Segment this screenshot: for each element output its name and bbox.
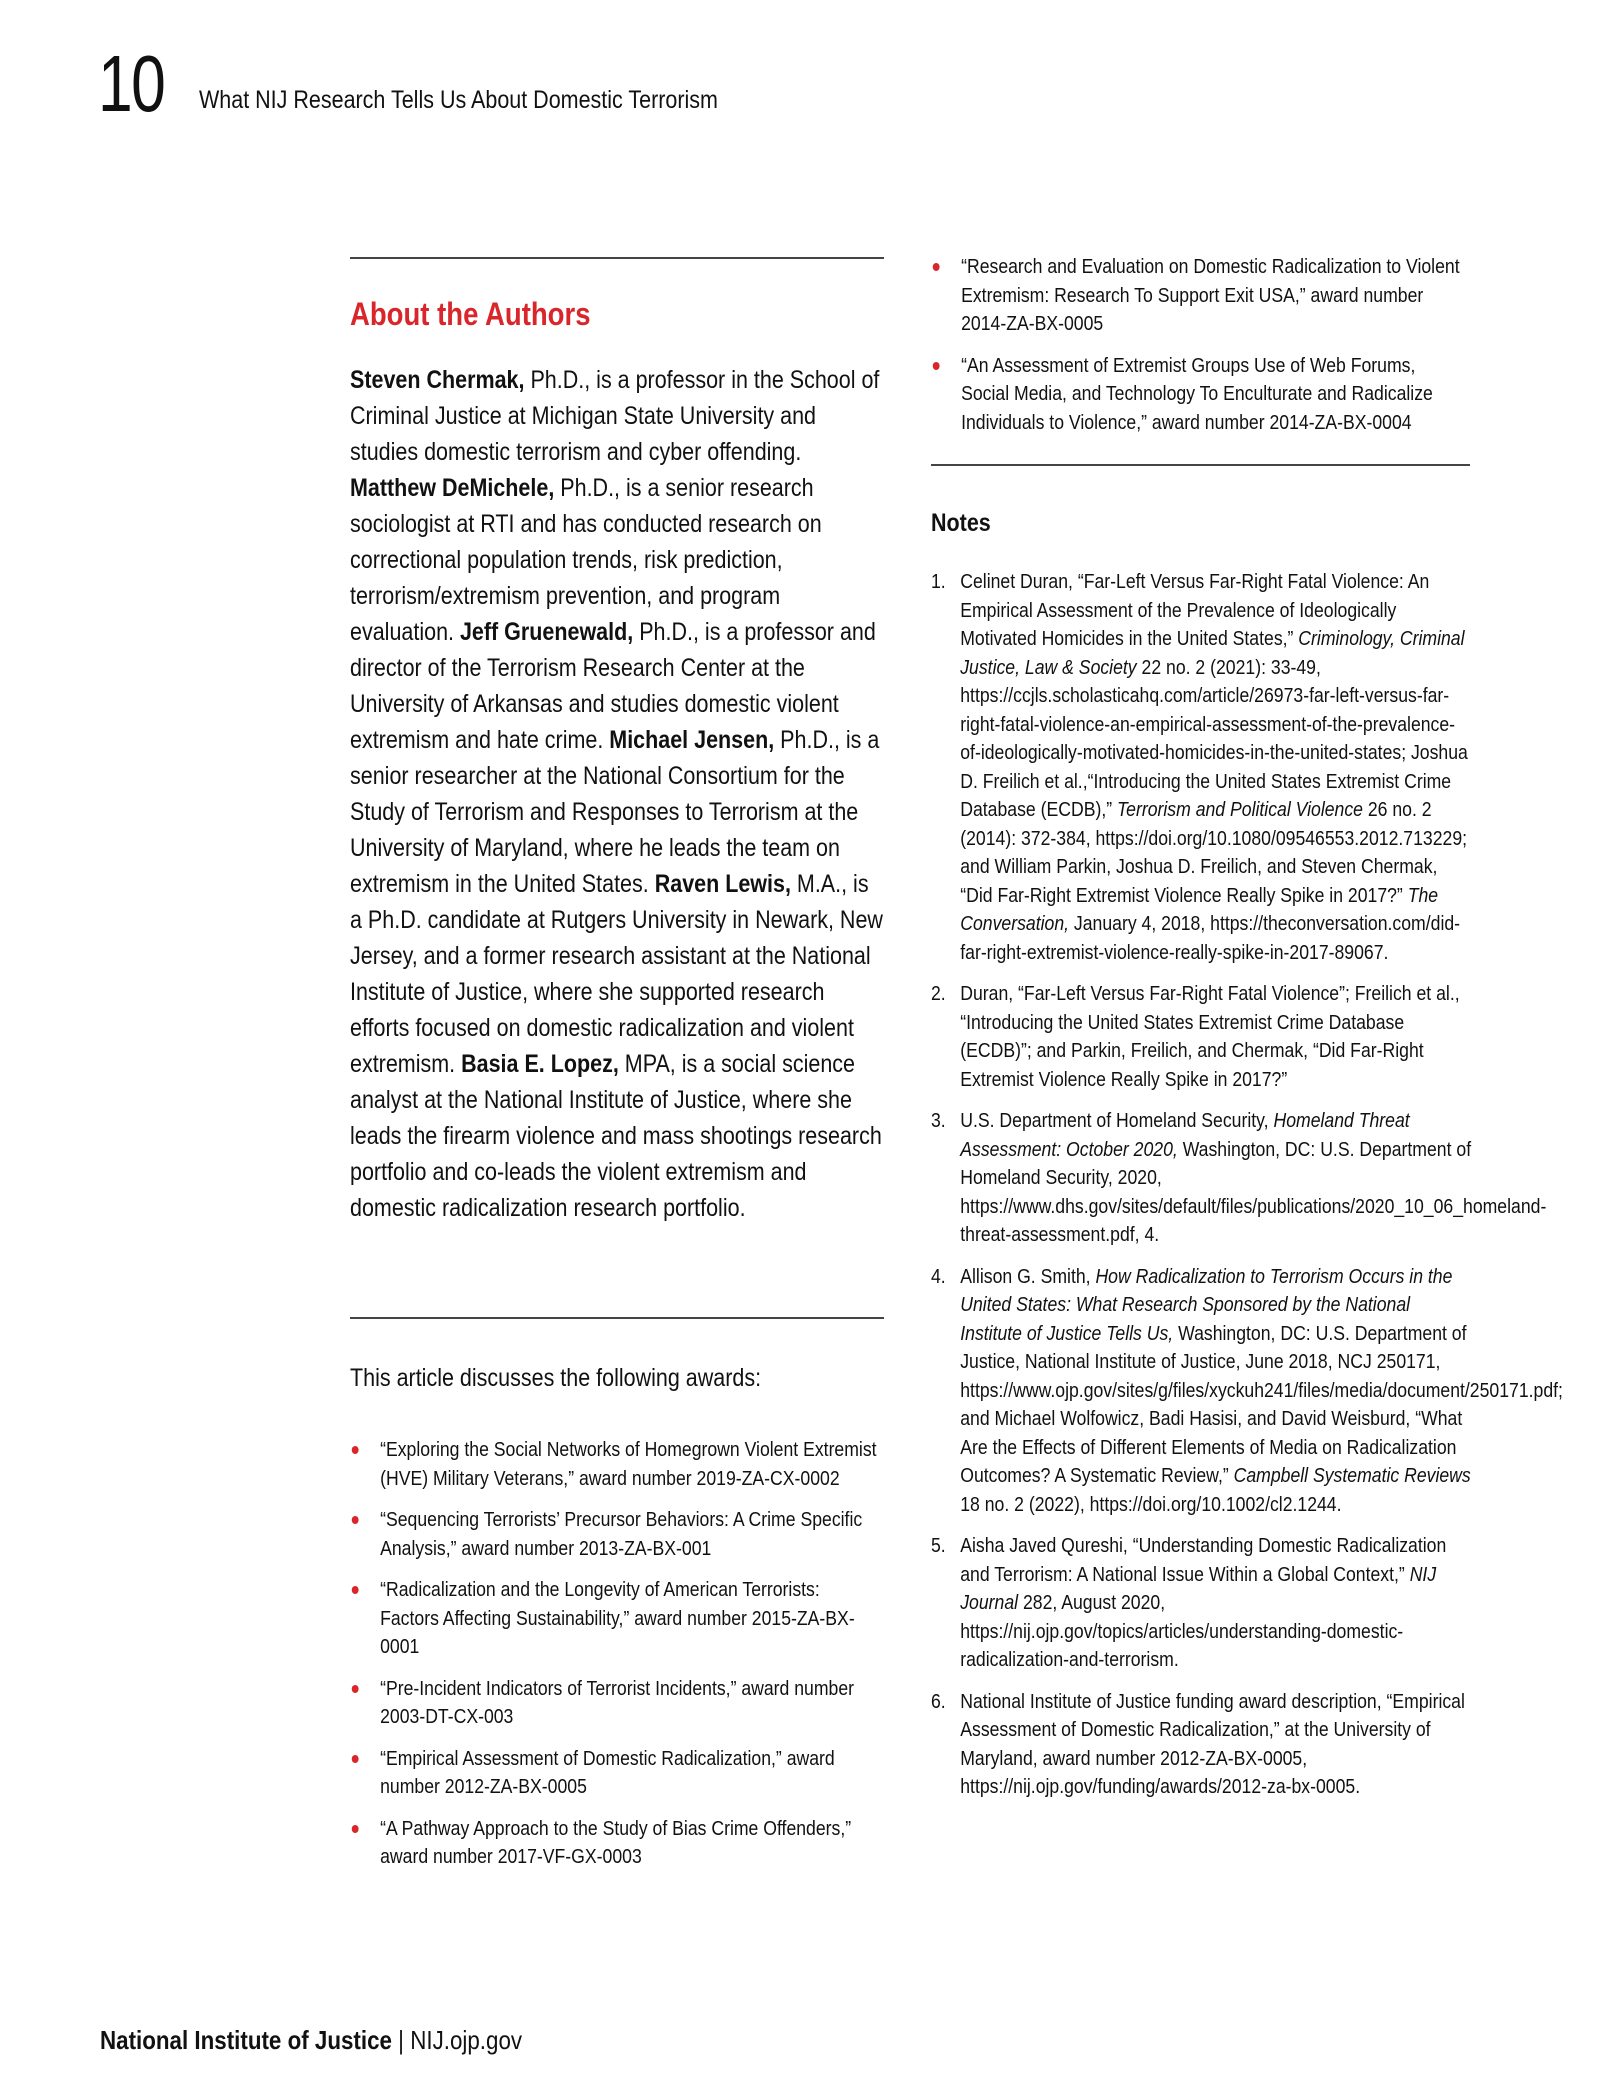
author-bio-text: Ph.D., is a senior researcher at the National Consortium for the Study of Terrorism and Responses to Terrorism at the University of Maryland, where he leads the team on extremism in the United States. (350, 726, 880, 898)
note-text: 282, August 2020, https://nij.ojp.gov/topics/articles/understanding-domestic-radicalization-and-terrorism. (960, 1591, 1404, 1671)
bullet-icon (352, 1446, 359, 1454)
award-text: “An Assessment of Extremist Groups Use of Web Forums, Social Media, and Technology To Enculturate and Radicalize Individuals to Violence,” award number 2014-ZA-BX-0004 (961, 353, 1433, 434)
note-item (931, 568, 1471, 967)
about-authors-heading: About the Authors (350, 296, 591, 332)
author-name: Raven Lewis, (654, 870, 791, 898)
award-text: “Pre-Incident Indicators of Terrorist Incidents,” award number 2003-DT-CX-003 (380, 1676, 855, 1728)
note-item (931, 980, 1471, 1094)
footer-site-link[interactable]: NIJ.ojp.gov (410, 2025, 523, 2055)
notes-heading: Notes (931, 509, 991, 537)
note-citation-title: Homeland Threat Assessment: October 2020, (960, 1109, 1410, 1161)
note-citation-title: Criminology, Criminal Justice, Law & Society (960, 627, 1465, 679)
author-name: Steven Chermak, (350, 366, 525, 394)
bullet-icon (352, 1825, 359, 1833)
bullet-icon (352, 1755, 359, 1763)
note-item (931, 1688, 1471, 1802)
award-item (350, 1815, 883, 1872)
note-item (931, 1263, 1563, 1520)
note-number: 3. (931, 1109, 946, 1132)
award-item (350, 1436, 883, 1493)
note-text: Aisha Javed Qureshi, “Understanding Domestic Radicalization and Terrorism: A National Issue Within a Global Context,” (960, 1534, 1447, 1586)
bullet-icon (352, 1685, 359, 1693)
note-citation-title: Terrorism and Political Violence (1117, 798, 1363, 821)
footer-org: National Institute of Justice (100, 2025, 392, 2055)
note-text: U.S. Department of Homeland Security, (960, 1109, 1274, 1132)
note-citation-title: The Conversation, (960, 883, 1439, 935)
note-text: Duran, “Far-Left Versus Far-Right Fatal Violence”; Freilich et al., “Introducing the United States Extremist Crime Database (ECDB)”; and Parkin, Freilich, and Chermak, “Did Far-Right Extremist Violence Really Spike in 2017?” (960, 982, 1460, 1091)
footer-separator: | (391, 2025, 411, 2055)
page-number: 10 (98, 39, 165, 128)
bullet-icon (933, 263, 940, 271)
notes-list (931, 568, 1563, 1815)
author-bio-text: MPA, is a social science analyst at the National Institute of Justice, where she leads the firearm violence and mass shootings research portfolio and co-leads the violent extremism and domestic radicalization research portfolio. (350, 1050, 882, 1222)
note-citation-title: Campbell Systematic Reviews (1233, 1464, 1471, 1487)
note-text: Washington, DC: U.S. Department of Homeland Security, 2020, https://www.dhs.gov/sites/default/files/publications/2020_10_06_homeland-threat-assessment.pdf, 4. (960, 1137, 1547, 1246)
note-item (931, 1107, 1547, 1250)
note-number: 5. (931, 1534, 946, 1557)
author-bio-text: Ph.D., is a professor in the School of Criminal Justice at Michigan State University and studies domestic terrorism and cyber offending. (350, 366, 880, 466)
note-text: Allison G. Smith, (960, 1264, 1096, 1288)
award-item (931, 352, 1464, 438)
note-text: 26 no. 2 (2014): 372-384, https://doi.org/10.1080/09546553.2012.713229; and William Parkin, Joshua D. Freilich, and Steven Chermak, “Did Far-Right Extremist Violence Really Spike in 2017?” (960, 798, 1468, 907)
bullet-icon (933, 362, 940, 370)
author-name: Matthew DeMichele, (350, 474, 555, 502)
author-name: Jeff Gruenewald, (459, 618, 634, 646)
award-item (350, 1745, 883, 1802)
awards-intro: This article discusses the following awards: (350, 1364, 762, 1392)
award-item (350, 1506, 883, 1563)
author-name: Basia E. Lopez, (461, 1050, 619, 1078)
author-bio-text: Ph.D., is a professor and director of the Terrorism Research Center at the University of Arkansas and studies domestic violent extremism and hate crime. (350, 618, 876, 754)
award-text: “Sequencing Terrorists’ Precursor Behaviors: A Crime Specific Analysis,” award number 2013-ZA-BX-001 (380, 1508, 863, 1560)
note-citation-title: How Radicalization to Terrorism Occurs in the United States: What Research Sponsored by the National Institute of Justice Tells Us, (960, 1264, 1453, 1345)
bullet-icon (352, 1586, 359, 1594)
award-text: “Exploring the Social Networks of Homegrown Violent Extremist (HVE) Military Veterans,” award number 2019-ZA-CX-0002 (380, 1438, 877, 1490)
note-number: 1. (931, 570, 946, 593)
award-text: “Radicalization and the Longevity of American Terrorists: Factors Affecting Sustainability,” award number 2015-ZA-BX-0001 (380, 1578, 855, 1658)
note-text: 18 no. 2 (2022), https://doi.org/10.1002/cl2.1244. (960, 1492, 1342, 1516)
author-bios (350, 362, 884, 1226)
bullet-icon (352, 1516, 359, 1524)
awards-list-continued (931, 253, 1464, 450)
running-title: What NIJ Research Tells Us About Domestic Terrorism (199, 86, 718, 114)
footer (100, 2027, 522, 2053)
note-text: Celinet Duran, “Far-Left Versus Far-Right Fatal Violence: An Empirical Assessment of the Prevalence of Ideologically Motivated Homicides in the United States,” (960, 570, 1430, 650)
note-number: 4. (931, 1264, 946, 1288)
divider-top-left (350, 257, 884, 259)
author-bio-text: Ph.D., is a senior research sociologist at RTI and has conducted research on correctional population trends, risk prediction, terrorism/extremism prevention, and program evaluation. (350, 474, 822, 646)
note-number: 2. (931, 982, 946, 1005)
award-item (931, 253, 1464, 339)
note-text: January 4, 2018, https://theconversation.com/did-far-right-extremist-violence-really-spike-in-2017-89067. (960, 912, 1461, 964)
award-item (350, 1576, 883, 1662)
note-text: Washington, DC: U.S. Department of Justice, National Institute of Justice, June 2018, NCJ 250171, https://www.ojp.gov/sites/g/files/xyckuh241/files/media/document/250171.pdf; and Michael Wolfowicz, Badi Hasisi, and David Weisburd, “What Are the Effects of Different Elements of Media on Radicalization Outcomes? A Systematic Review,” (960, 1321, 1563, 1487)
awards-list (350, 1436, 883, 1885)
author-bio-text: M.A., is a Ph.D. candidate at Rutgers University in Newark, New Jersey, and a former research assistant at the National Institute of Justice, where she supported research efforts focused on domestic radicalization and violent extremism. (350, 870, 883, 1078)
note-item (931, 1532, 1471, 1675)
note-citation-title: NIJ Journal (960, 1562, 1437, 1614)
award-text: “Empirical Assessment of Domestic Radicalization,” award number 2012-ZA-BX-0005 (380, 1746, 835, 1798)
note-number: 6. (931, 1689, 946, 1713)
note-text: 22 no. 2 (2021): 33-49, https://ccjls.scholasticahq.com/article/26973-far-left-versus-far-right-fatal-violence-an-empirical-assessment-of-the-prevalence-of-ideologically-motivated-homicides-in-the-united-states; Joshua D. Freilich et al.,“Introducing the United States Extremist Crime Database (ECDB),” (960, 655, 1468, 821)
award-text: “A Pathway Approach to the Study of Bias Crime Offenders,” award number 2017-VF-GX-0003 (380, 1816, 852, 1868)
note-text: National Institute of Justice funding award description, “Empirical Assessment of Domestic Radicalization,” at the University of Maryland, award number 2012-ZA-BX-0005, https://nij.ojp.gov/funding/awards/2012-za-bx-0005. (960, 1689, 1465, 1798)
award-text: “Research and Evaluation on Domestic Radicalization to Violent Extremism: Research To Support Exit USA,” award number 2014-ZA-BX-0005 (961, 255, 1460, 335)
author-name: Michael Jensen, (609, 726, 775, 754)
award-item (350, 1675, 883, 1732)
divider-awards (350, 1317, 884, 1319)
divider-notes (931, 464, 1470, 466)
